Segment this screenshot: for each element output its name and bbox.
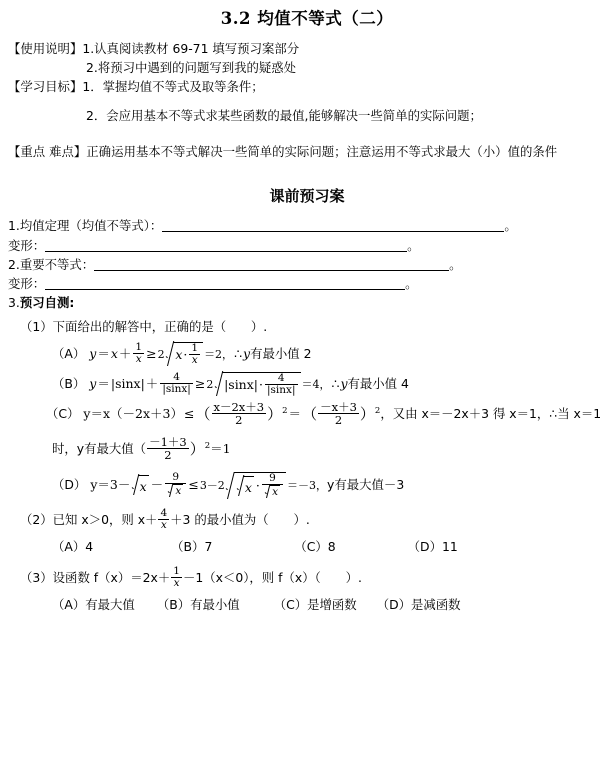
q2-option-d-label: （D） xyxy=(407,539,442,555)
question-2-frac-den: x xyxy=(158,519,169,531)
blank-line-2[interactable] xyxy=(45,239,407,252)
question-2-fraction xyxy=(158,508,169,531)
option-d-rad-fraction xyxy=(262,473,283,498)
selftest-heading xyxy=(0,293,614,312)
blank-label-1: 均值定理（均值不等式）： xyxy=(19,218,163,234)
option-a-tail-var: y xyxy=(243,345,251,361)
option-b-eq: ＝ xyxy=(97,375,110,391)
option-b-rad-den: |sinx| xyxy=(266,384,296,397)
blank-period-2: 。 xyxy=(407,237,420,253)
option-c-frac2-den: 2 xyxy=(318,413,359,426)
option-c-frac1-num: x－2x＋3 xyxy=(213,400,265,415)
q2-option-b-text: 7 xyxy=(204,539,213,555)
option-d-sqrt-icon-3 xyxy=(226,472,286,499)
question-1-option-a[interactable] xyxy=(0,342,614,367)
option-c-label: （C） xyxy=(46,405,80,421)
option-d-lead: y＝3－ xyxy=(90,477,131,493)
question-3-option-b[interactable] xyxy=(157,595,240,615)
blank-line-3[interactable] xyxy=(94,258,449,271)
option-b-plus: ＋ xyxy=(145,375,159,391)
key-points-text: 正确运用基本不等式解决一些简单的实际问题；注意运用不等式求最大（小）值的条件 xyxy=(86,143,558,159)
option-d-sqrt-icon-5 xyxy=(265,485,280,498)
blank-item-1 xyxy=(0,216,614,235)
question-3-options xyxy=(0,595,614,615)
option-a-ge-sign: ≥ xyxy=(146,345,157,361)
blank-label-2: 变形： xyxy=(8,237,46,253)
usage-line-1 xyxy=(0,39,614,58)
question-3-stem-pre: （3）设函数 f（x）＝2x＋ xyxy=(20,569,171,585)
question-2-options xyxy=(0,537,614,557)
key-points-label: 【重点 难点】 xyxy=(8,143,87,159)
option-b-therefore: ∴ xyxy=(331,375,340,391)
usage-line-2 xyxy=(0,58,614,77)
option-d-dot: · xyxy=(255,478,260,494)
blank-period-1: 。 xyxy=(504,218,517,234)
option-d-le-sign: ≤ xyxy=(188,477,199,493)
option-c-frac2-num: －x＋3 xyxy=(320,400,357,415)
question-3-stem-post: －1（x＜0），则 f（x）（ ）. xyxy=(182,569,362,585)
option-b-rad-abs: |sinx| xyxy=(224,376,258,392)
question-3-fraction xyxy=(171,566,182,589)
question-1-option-c-continued: 时，y有最大值（ $\frac{-1+3}{2}$ ）$^2$＝1 xyxy=(52,435,231,463)
blank-item-4 xyxy=(0,274,614,293)
option-a-tail: 有最小值 2 xyxy=(250,345,312,361)
option-b-label: （B） xyxy=(52,375,86,391)
option-c-fraction-2 xyxy=(318,401,359,426)
question-1-option-b[interactable] xyxy=(0,372,614,397)
option-d-frac-num: 9 xyxy=(172,471,180,484)
option-d-rad1: x xyxy=(138,475,149,496)
option-d-tail-eq: ＝－3， xyxy=(287,479,328,493)
option-c-exp-1: 2 xyxy=(282,405,288,416)
selftest-heading-text: 预习自测: xyxy=(19,295,75,311)
option-c-exp-2: 2 xyxy=(374,405,381,416)
usage-text-2: 2.将预习中遇到的问题写到我的疑惑处 xyxy=(86,60,297,76)
q2-option-a-label: （A） xyxy=(52,539,86,555)
question-2-stem xyxy=(0,509,614,532)
option-b-y: y xyxy=(89,375,97,391)
question-2-option-b[interactable] xyxy=(171,537,212,557)
option-c-cont-exp: 2 xyxy=(204,440,211,451)
option-b-coef: 2 xyxy=(206,377,214,391)
option-c-cont-num: －1＋3 xyxy=(149,435,187,450)
blank-number-3: 2. xyxy=(8,256,20,272)
option-a-frac-den: x xyxy=(133,353,144,365)
option-a-fraction xyxy=(133,342,144,365)
option-a-dot: · xyxy=(183,346,188,362)
usage-text-1: 1.认真阅读教材 69-71 填写预习案部分 xyxy=(82,40,300,56)
question-2-stem-pre: （2）已知 x＞0，则 x＋ xyxy=(20,512,158,528)
option-c-le-sign: ≤ xyxy=(184,405,195,421)
question-3-frac-num: 1 xyxy=(173,565,180,578)
question-1-stem: （1）下面给出的解答中，正确的是（ ）. xyxy=(20,319,268,335)
q2-option-d-text: 11 xyxy=(442,539,458,555)
option-a-rad-den: x xyxy=(189,354,200,366)
blank-period-4: 。 xyxy=(405,276,418,292)
q3-option-d-label: （D） xyxy=(376,596,412,612)
option-a-sqrt-icon xyxy=(166,342,203,367)
question-3-option-a[interactable] xyxy=(52,595,135,615)
q3-option-c-label: （C） xyxy=(273,596,308,612)
option-a-frac-num: 1 xyxy=(135,341,143,354)
option-c-frac1-den: 2 xyxy=(212,413,267,426)
blank-number-1: 1. xyxy=(8,218,20,234)
option-b-ge-sign: ≥ xyxy=(194,375,206,391)
q3-option-a-text: 有最大值 xyxy=(85,596,135,612)
option-d-sqrt-icon-4 xyxy=(237,476,254,497)
option-b-rad-num: 4 xyxy=(277,372,285,385)
option-d-fraction xyxy=(165,472,186,497)
q2-option-b-label: （B） xyxy=(171,539,205,555)
question-2-option-a[interactable] xyxy=(52,537,93,557)
option-b-abs-sinx: |sinx| xyxy=(110,375,145,391)
blank-period-3: 。 xyxy=(449,256,462,272)
selftest-heading-number: 3. xyxy=(8,295,20,311)
option-b-frac-den: |sinx| xyxy=(162,383,191,396)
blank-label-4: 变形： xyxy=(8,276,46,292)
key-points-line xyxy=(0,142,614,161)
blank-item-2 xyxy=(0,236,614,255)
goal-line-1 xyxy=(0,77,614,96)
question-2-stem-post: ＋3 的最小值为（ ）. xyxy=(170,512,310,528)
option-b-rad-fraction xyxy=(265,373,298,396)
option-c-mid: ，又由 x＝－2x＋3 得 x＝1，∴当 x＝1 xyxy=(380,405,602,421)
q3-option-c-text: 是增函数 xyxy=(307,596,357,612)
question-2-frac-num: 4 xyxy=(160,507,168,520)
goal-text-1: 1．掌握均值不等式及取等条件； xyxy=(82,79,264,95)
q2-option-c-text: 8 xyxy=(327,539,336,555)
question-3-frac-den: x xyxy=(171,577,182,589)
option-c-cont-post: ＝1 xyxy=(210,440,231,456)
section-heading: 课前预习案 xyxy=(269,186,345,205)
option-b-eq2: ＝4， xyxy=(301,377,331,391)
q3-option-a-label: （A） xyxy=(52,596,86,612)
page-title: 3.2 均值不等式（二） xyxy=(220,9,394,28)
blank-label-3: 重要不等式： xyxy=(19,256,95,272)
option-d-sqrt-icon-1 xyxy=(131,475,148,496)
option-d-frac-den: x xyxy=(175,485,182,498)
option-b-frac-num: 4 xyxy=(173,371,180,384)
option-d-mid: 3－2 xyxy=(199,479,225,493)
question-2-option-c[interactable] xyxy=(294,537,335,557)
q3-option-b-label: （B） xyxy=(156,596,191,612)
option-c-fraction-1 xyxy=(212,401,267,426)
option-c-eq: ＝ xyxy=(288,405,302,421)
goal-label: 【学习目标】 xyxy=(8,79,83,95)
option-a-therefore: ∴ xyxy=(234,345,243,361)
option-a-x: x xyxy=(110,345,118,361)
option-b-dot: · xyxy=(259,376,263,392)
option-a-y: y xyxy=(89,345,97,361)
question-3-stem xyxy=(0,567,614,590)
goal-text-2: 2．会应用基本不等式求某些函数的最值,能够解决一些简单的实际问题； xyxy=(86,108,482,124)
q2-option-c-label: （C） xyxy=(294,539,328,555)
worksheet-page xyxy=(0,9,614,780)
option-d-minus: － xyxy=(150,477,164,493)
q3-option-b-text: 有最小值 xyxy=(190,596,240,612)
q3-option-d-text: 是减函数 xyxy=(411,596,461,612)
option-d-label: （D） xyxy=(52,477,87,493)
option-c-cont-pre: 时，y有最大值（ xyxy=(52,440,147,456)
option-a-label: （A） xyxy=(52,345,86,361)
question-1-option-d[interactable] xyxy=(0,472,614,499)
option-c-cont-den: 2 xyxy=(147,448,189,461)
usage-label: 【使用说明】 xyxy=(8,40,83,56)
option-b-tail-var: y xyxy=(340,375,348,391)
question-3-option-d[interactable] xyxy=(377,595,461,615)
blank-line-1[interactable] xyxy=(162,220,504,233)
option-a-plus: ＋ xyxy=(118,345,132,361)
blank-line-4[interactable] xyxy=(45,277,405,290)
option-b-sqrt-icon xyxy=(214,372,300,397)
option-b-tail: 有最小值 4 xyxy=(347,375,409,391)
question-1-option-c[interactable]: （C） y＝x（－2x＋3）≤（ $\frac{x-2x+3}{2}$ ）$^2$＝（ $\frac{-x+3}{2}$ ）$^2$，又由 x＝－2x＋3 得 x＝1，∴当 x＝1 xyxy=(46,400,602,428)
option-c-lead: y＝x（－2x＋3） xyxy=(83,405,183,421)
question-2-option-d[interactable] xyxy=(408,537,458,557)
goal-line-2 xyxy=(0,106,614,125)
option-d-rad-inner: x xyxy=(243,476,254,497)
option-a-eq2: ＝2， xyxy=(204,347,234,361)
option-d-rad-den: x xyxy=(272,486,279,499)
option-b-fraction xyxy=(160,372,193,395)
blank-item-3 xyxy=(0,255,614,274)
option-a-rad-num: 1 xyxy=(191,342,199,355)
q2-option-a-text: 4 xyxy=(85,539,94,555)
option-d-tail: y有最大值－3 xyxy=(327,477,405,493)
option-a-rad-fraction xyxy=(189,343,200,366)
option-a-coef: 2 xyxy=(157,347,165,361)
question-3-option-c[interactable] xyxy=(274,595,357,615)
option-a-eq: ＝ xyxy=(97,345,110,361)
option-c-cont-fraction xyxy=(147,436,189,461)
option-d-rad-num: 9 xyxy=(269,472,276,485)
option-d-sqrt-icon-2 xyxy=(168,484,183,497)
option-a-rad-left: x xyxy=(175,346,183,362)
